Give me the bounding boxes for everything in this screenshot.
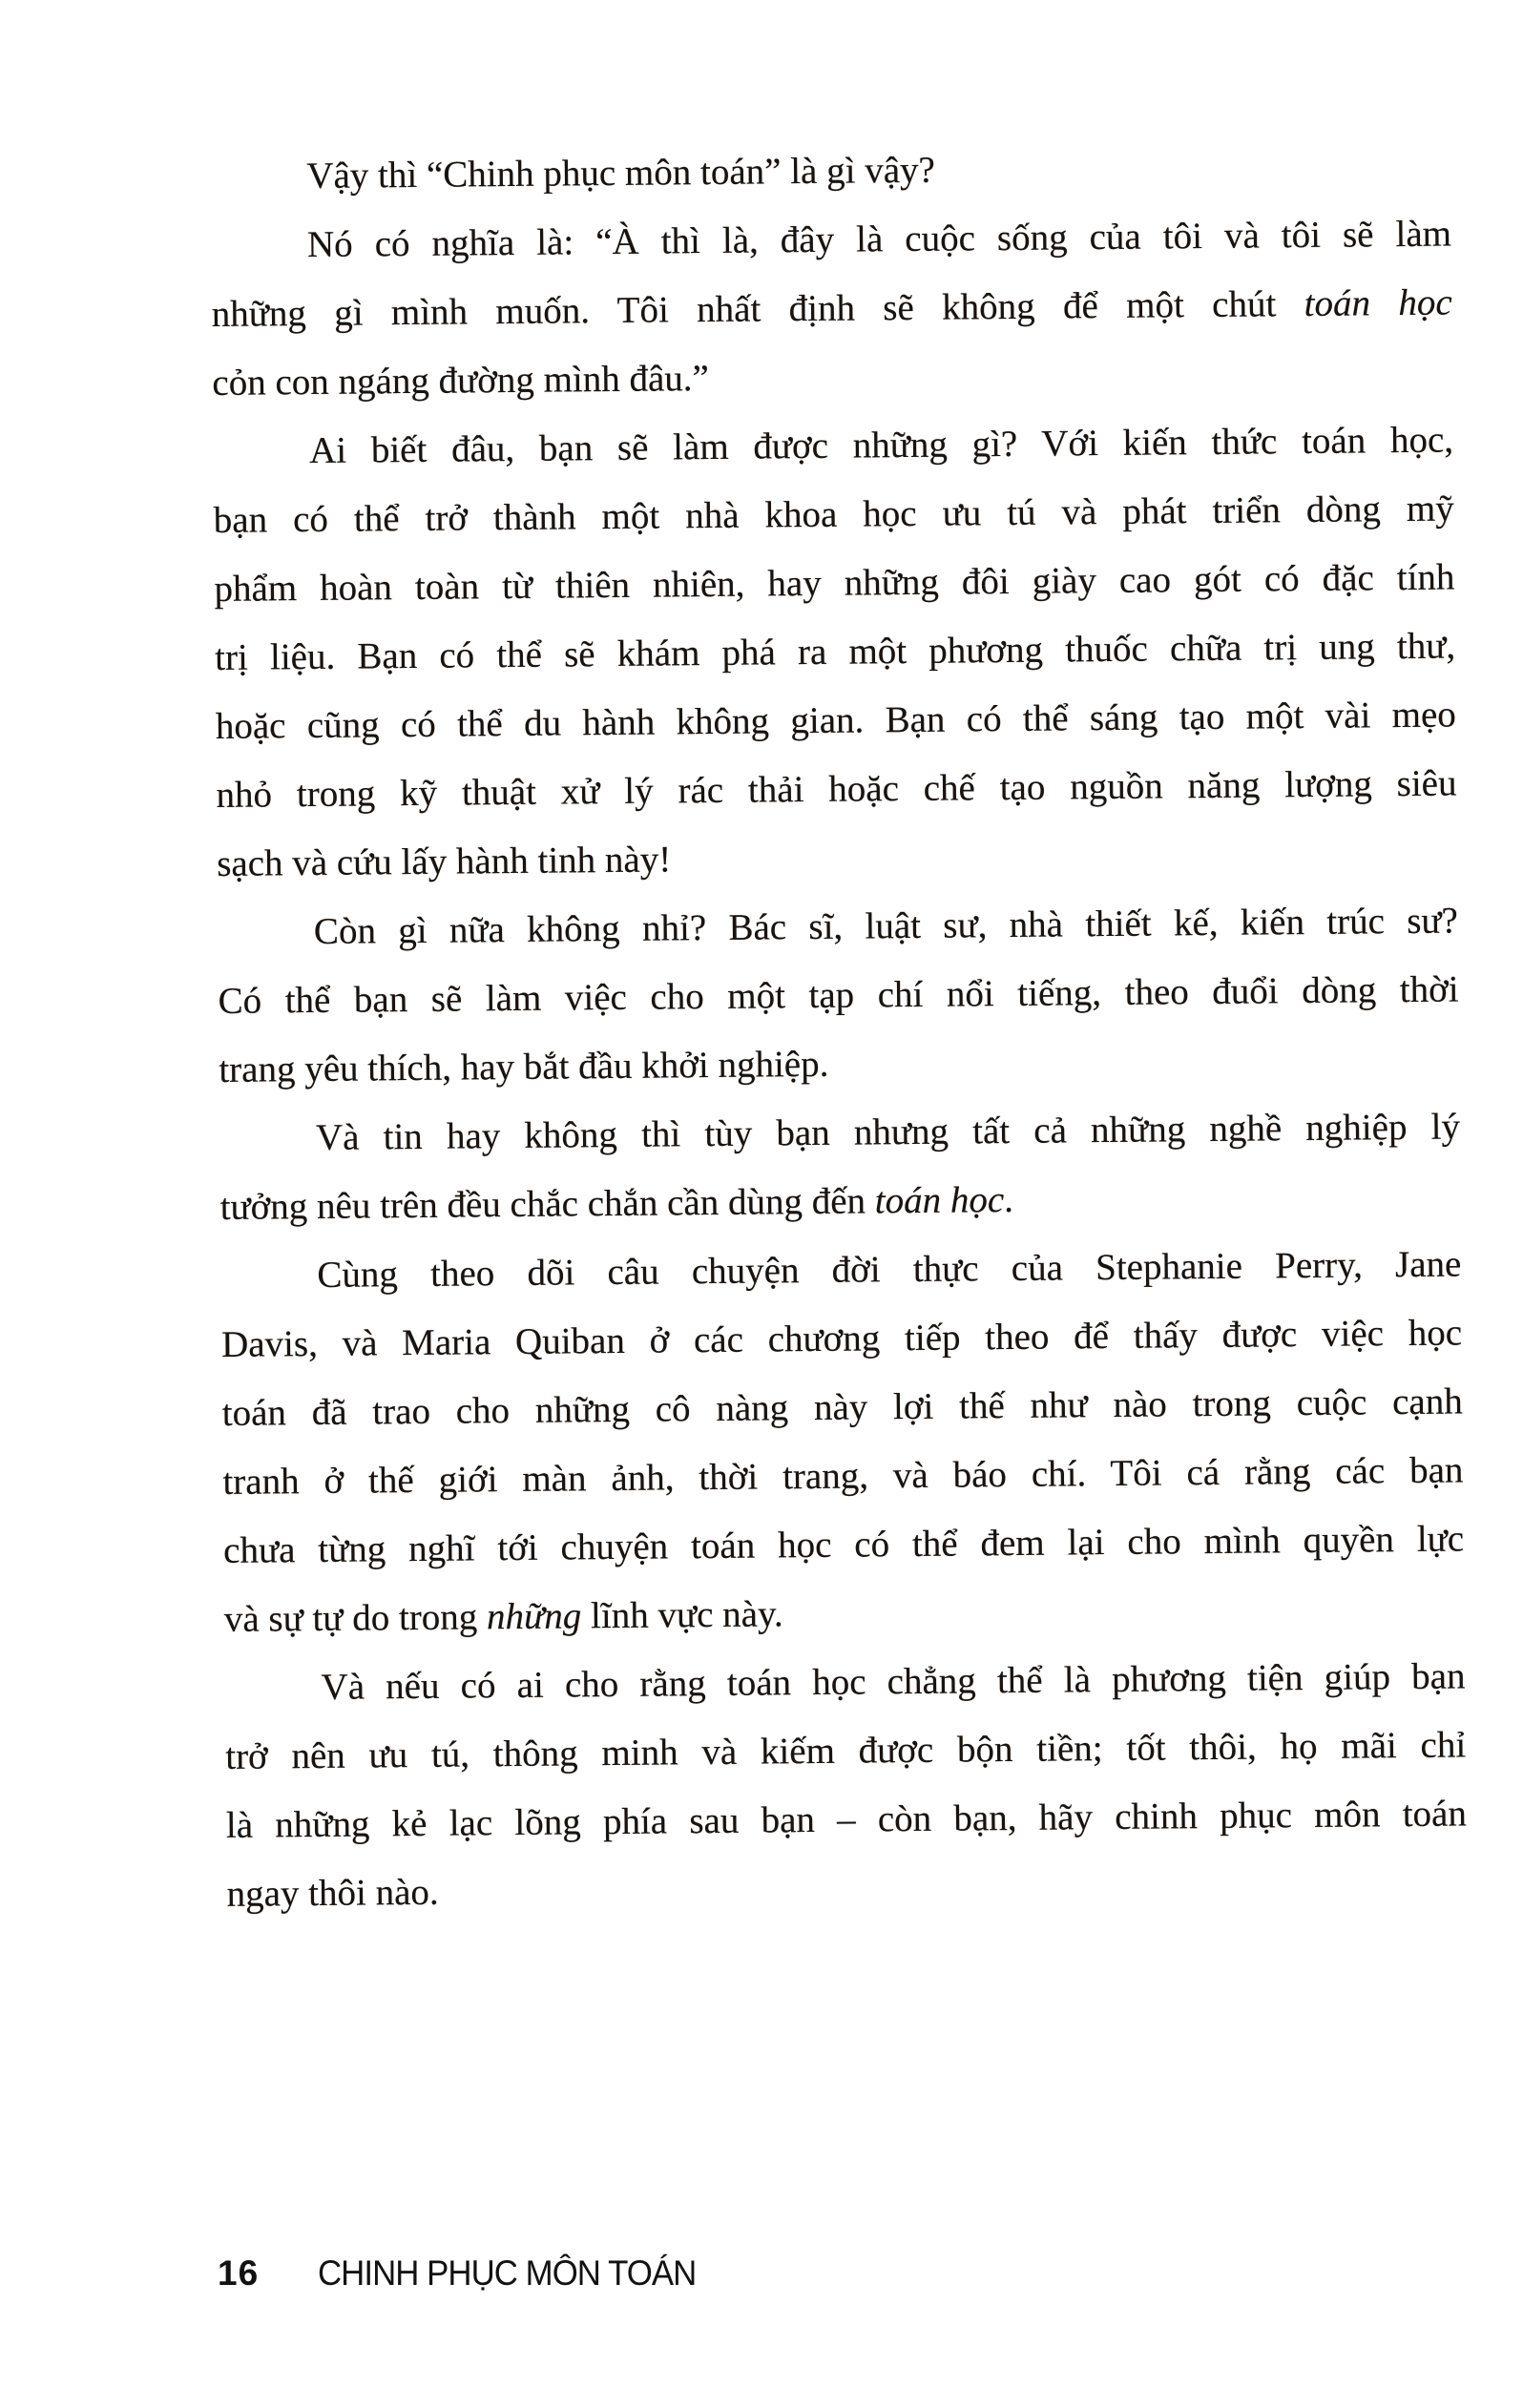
text-line (224, 1573, 1466, 1653)
text-segment: Vậy thì “Chinh phục môn toán” là gì vậy? (306, 149, 936, 197)
text-line (213, 475, 1454, 555)
text-line (219, 1092, 1461, 1173)
text-line (223, 1505, 1465, 1585)
text-segment: Nó có nghĩa là: “À thì là, đây là cuộc sống của tôi và tôi sẽ làm (306, 213, 1452, 266)
text-segment: Và nếu có ai cho rằng toán học chẳng thể là phương tiện giúp bạn (321, 1655, 1466, 1708)
text-line (224, 1642, 1466, 1722)
text-line (220, 1230, 1462, 1310)
text-line (213, 406, 1454, 487)
text-line (225, 1711, 1467, 1791)
text-segment: lĩnh vực này. (581, 1593, 783, 1637)
text-line (211, 269, 1452, 349)
text-segment: chưa từng nghĩ tới chuyện toán học có thể đem lại cho mình quyền lực (222, 1518, 1465, 1571)
text-segment: cỏn con ngáng đường mình đâu.” (212, 357, 710, 404)
italic-text-segment: toán học (1304, 281, 1452, 324)
text-segment: Có thể bạn sẽ làm việc cho một tạp chí nổi tiếng, theo đuổi dòng thời (218, 968, 1459, 1022)
text-line (216, 680, 1457, 760)
text-line (226, 1848, 1468, 1928)
text-segment: sạch và cứu lấy hành tinh này! (217, 839, 672, 884)
text-segment: Ai biết đâu, bạn sẽ làm được những gì? Với kiến thức toán học, (308, 419, 1454, 472)
text-line (226, 1779, 1468, 1859)
page-number: 16 (218, 2253, 260, 2293)
text-segment: những gì mình muốn. Tôi nhất định sẽ không để một chút (211, 283, 1304, 335)
text-segment: phẩm hoàn toàn từ thiên nhiên, hay những đôi giày cao gót có đặc tính (214, 556, 1455, 610)
text-line (219, 1024, 1460, 1104)
text-segment: tưởng nêu trên đều chắc chắn cần dùng đến (219, 1180, 875, 1228)
text-line (219, 1161, 1461, 1241)
text-segment: trở nên ưu tú, thông minh và kiếm được bộn tiền; tốt thôi, họ mãi chỉ (225, 1724, 1467, 1777)
text-line (218, 886, 1459, 966)
text-segment: Còn gì nữa không nhỉ? Bác sĩ, luật sư, nhà thiết kế, kiến trúc sư? (313, 900, 1459, 952)
text-segment: và sự tự do trong (223, 1596, 488, 1640)
text-line (216, 749, 1457, 829)
text-line (221, 1367, 1463, 1447)
text-segment: ngay thôi nào. (226, 1871, 439, 1915)
text-segment: trang yêu thích, hay bắt đầu khởi nghiệp. (219, 1043, 829, 1090)
italic-text-segment: những (486, 1595, 582, 1638)
page-footer (218, 2252, 720, 2294)
text-segment: hoặc cũng có thể du hành không gian. Bạn có thể sáng tạo một vài mẹo (215, 694, 1457, 747)
italic-text-segment: toán học (874, 1179, 1005, 1222)
text-segment: Cùng theo dõi câu chuyện đời thực của Stephanie Perry, Jane (317, 1243, 1462, 1296)
text-line (214, 544, 1455, 624)
text-line (210, 132, 1451, 212)
text-line (221, 1298, 1463, 1379)
running-title: CHINH PHỤC MÔN TOÁN (318, 2253, 697, 2293)
text-line (217, 818, 1458, 898)
text-line (211, 200, 1452, 280)
text-segment: Davis, và Maria Quiban ở các chương tiếp theo để thấy được việc học (220, 1312, 1463, 1365)
text-segment: nhỏ trong kỹ thuật xử lý rác thải hoặc chế tạo nguồn năng lượng siêu (216, 762, 1457, 816)
text-line (222, 1436, 1464, 1516)
page-text (210, 132, 1468, 1929)
text-segment: . (1003, 1178, 1014, 1221)
text-segment: là những kẻ lạc lõng phía sau bạn – còn bạn, hãy chinh phục môn toán (225, 1793, 1468, 1846)
text-segment: toán đã trao cho những cô nàng này lợi thế như nào trong cuộc cạnh (221, 1380, 1463, 1434)
text-segment: tranh ở thế giới màn ảnh, thời trang, và báo chí. Tôi cá rằng các bạn (222, 1449, 1464, 1503)
text-segment: trị liệu. Bạn có thể sẽ khám phá ra một phương thuốc chữa trị ung thư, (214, 625, 1456, 678)
text-line (215, 612, 1456, 692)
text-segment: Và tin hay không thì tùy bạn nhưng tất cả những nghề nghiệp lý (315, 1106, 1461, 1158)
text-line (212, 338, 1453, 418)
text-segment: bạn có thể trở thành một nhà khoa học ưu tú và phát triển dòng mỹ (213, 488, 1454, 541)
text-line (218, 955, 1459, 1035)
